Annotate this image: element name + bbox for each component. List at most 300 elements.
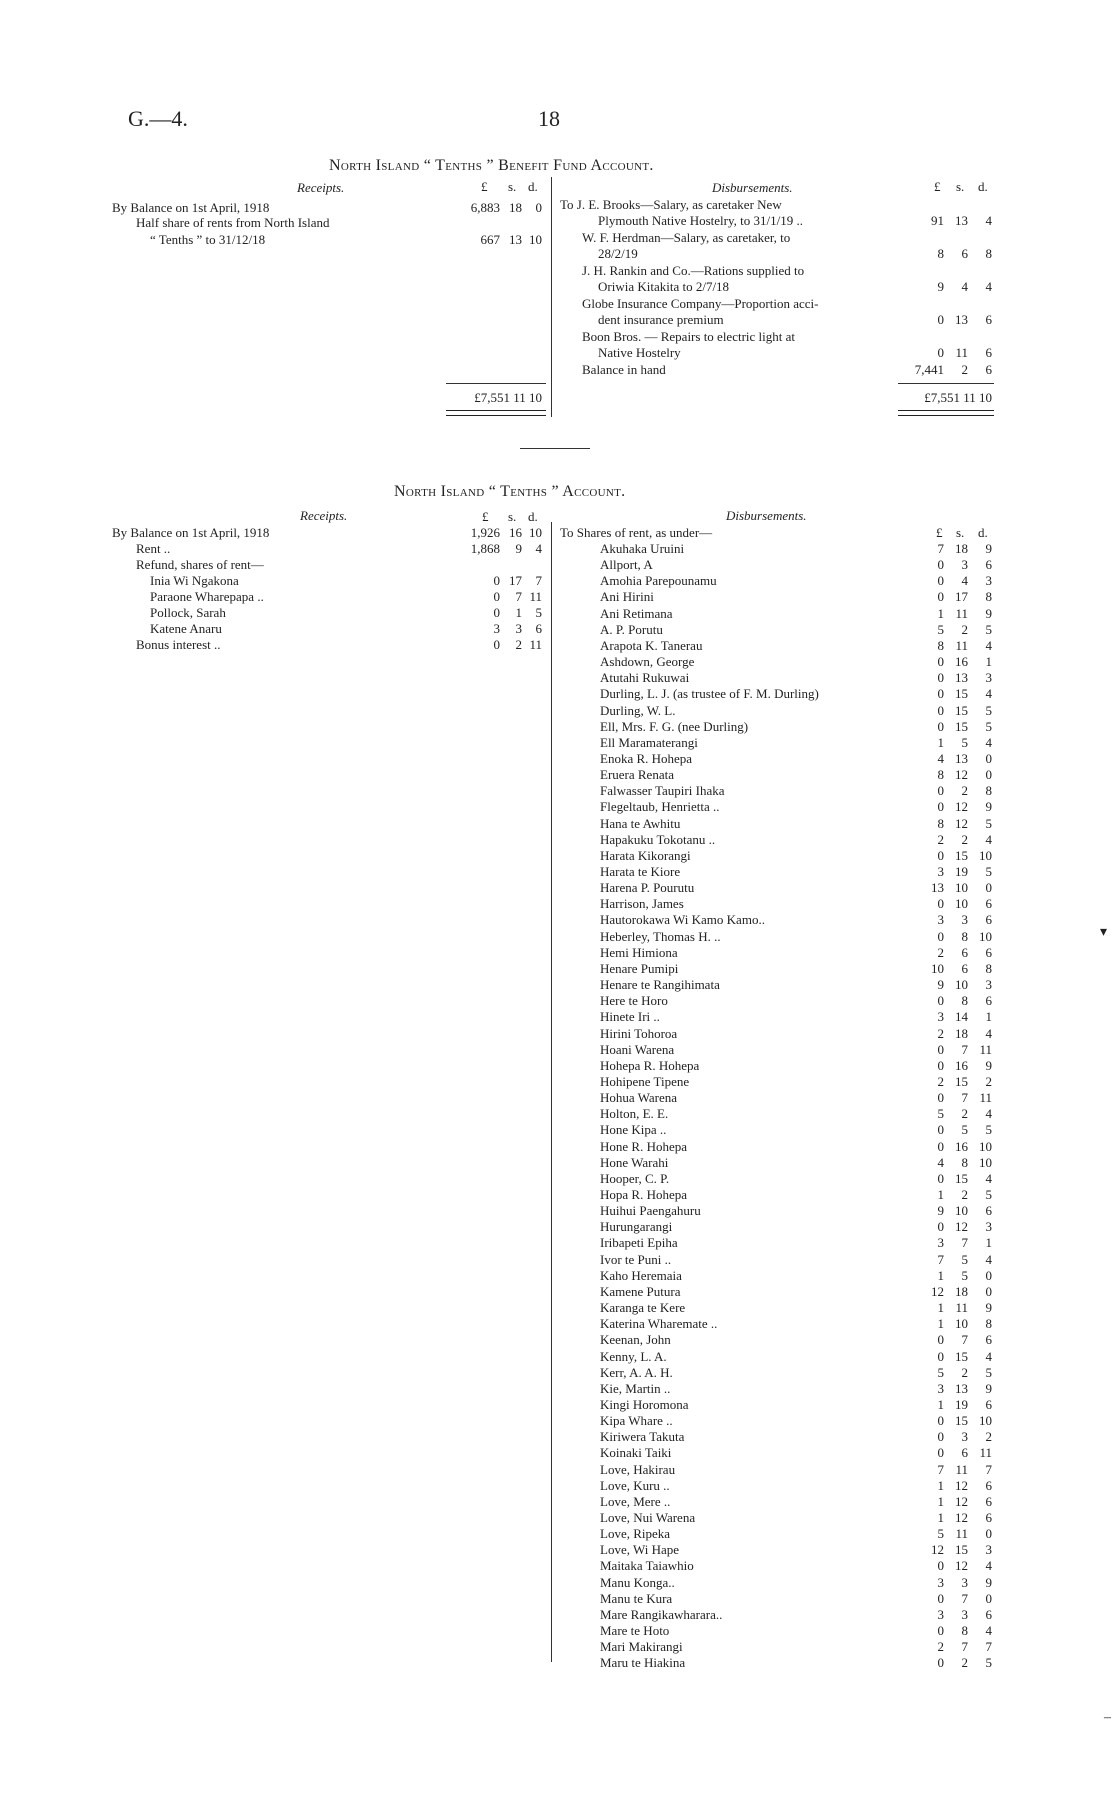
tn-disb-name: Hopa R. Hohepa xyxy=(600,1187,688,1202)
tn-disb-shillings: 10 xyxy=(955,896,968,911)
bf-disb-pence: 4 xyxy=(985,279,992,294)
tn-disb-shillings: 19 xyxy=(955,864,968,879)
tn-disb-pence: 10 xyxy=(979,848,992,863)
bf-disb-pence: 8 xyxy=(985,246,992,261)
tn-disb-name: Kaho Heremaia xyxy=(600,1268,682,1283)
tn-disb-shillings: 3 xyxy=(961,1575,968,1590)
tn-disb-shillings: 2 xyxy=(961,1187,968,1202)
margin-dash: – xyxy=(1104,1710,1111,1725)
tn-disb-name: Mare Rangikawharara.. xyxy=(600,1607,723,1622)
tn-disb-name: Kie, Martin .. xyxy=(600,1381,671,1396)
tn-disb-pence: 10 xyxy=(979,1413,992,1428)
tn-disb-pence: 9 xyxy=(985,1058,992,1073)
tn-disb-name: Hohepa R. Hohepa xyxy=(600,1058,700,1073)
tn-disb-pounds: 10 xyxy=(931,961,944,976)
tn-disb-pounds: 0 xyxy=(937,1332,944,1347)
tn-disb-shillings: 12 xyxy=(955,816,968,831)
tn-disb-shillings: 7 xyxy=(961,1090,968,1105)
tn-disb-shillings: 3 xyxy=(961,557,968,572)
bf-disb-pounds: 8 xyxy=(937,246,944,261)
tn-disb-name: Heberley, Thomas H. .. xyxy=(600,929,721,944)
tn-disb-pence: 11 xyxy=(979,1445,992,1460)
tn-disb-pounds: 3 xyxy=(937,912,944,927)
bf-receipt-pounds: 667 xyxy=(480,232,500,247)
tn-disb-name: Hapakuku Tokotanu .. xyxy=(600,832,716,847)
page-series: G.—4. xyxy=(128,106,188,131)
tn-disb-pounds: 7 xyxy=(937,1462,944,1477)
bf-left-double-rule xyxy=(446,410,546,416)
tn-disb-pounds: 0 xyxy=(937,1445,944,1460)
tn-disb-name: Atutahi Rukuwai xyxy=(600,670,690,685)
tn-receipt-pounds: 0 xyxy=(493,589,500,604)
tn-disb-name: Harrison, James xyxy=(600,896,684,911)
tn-disb-name: Hoani Warena xyxy=(600,1042,675,1057)
tn-disb-pounds: 0 xyxy=(937,1058,944,1073)
tn-disb-name: Ivor te Puni .. xyxy=(600,1252,672,1267)
tn-disb-name: Ashdown, George xyxy=(600,654,695,669)
tn-disb-pence: 9 xyxy=(985,1381,992,1396)
tn-disb-shillings: 2 xyxy=(961,622,968,637)
tn-disb-name: Koinaki Taiki xyxy=(600,1445,672,1460)
tn-disb-pence: 2 xyxy=(985,1429,992,1444)
tn-disb-pounds: 3 xyxy=(937,1381,944,1396)
tn-divider xyxy=(551,522,552,1662)
tn-disb-name: Love, Ripeka xyxy=(600,1526,671,1541)
tn-disb-shillings: 12 xyxy=(955,1219,968,1234)
tn-receipt-pence: 10 xyxy=(529,525,542,540)
bf-disb-shillings: 13 xyxy=(955,312,968,327)
tn-disb-shillings: 8 xyxy=(961,1155,968,1170)
tn-disb-shillings: 5 xyxy=(961,1122,968,1137)
tn-disb-name: Ani Retimana xyxy=(600,606,673,621)
tn-disb-name: Kipa Whare .. xyxy=(600,1413,673,1428)
bf-disb-pence: 6 xyxy=(985,362,992,377)
tn-disb-shillings: 15 xyxy=(955,1171,968,1186)
tn-disb-pounds: 0 xyxy=(937,557,944,572)
tn-disb-shillings: 13 xyxy=(955,1381,968,1396)
tn-disb-shillings: 5 xyxy=(961,1268,968,1283)
tn-disb-pounds: 0 xyxy=(937,929,944,944)
tn-disb-name: Maitaka Taiawhio xyxy=(600,1558,694,1573)
tn-disb-pounds: 1 xyxy=(937,1478,944,1493)
tn-disb-name: Harena P. Pourutu xyxy=(600,880,695,895)
tn-disb-pence: 0 xyxy=(985,751,992,766)
bf-disb-line: J. H. Rankin and Co.—Rations supplied to xyxy=(582,263,805,278)
tn-disb-pence: 10 xyxy=(979,929,992,944)
tn-disb-pence: 6 xyxy=(985,912,992,927)
tn-disb-name: Kenny, L. A. xyxy=(600,1349,667,1364)
bf-receipt-pence: 10 xyxy=(529,232,542,247)
tn-disb-pence: 5 xyxy=(985,1655,992,1670)
tn-disb-pounds: 1 xyxy=(937,606,944,621)
tn-receipt-pounds: 1,926 xyxy=(470,525,500,540)
tn-disb-pounds: 1 xyxy=(937,1300,944,1315)
tn-disb-name: Hinete Iri .. xyxy=(600,1009,660,1024)
tn-disb-pence: 1 xyxy=(985,654,992,669)
tn-disb-pounds: 0 xyxy=(937,589,944,604)
tn-disb-name: Ell, Mrs. F. G. (nee Durling) xyxy=(600,719,749,734)
tn-disb-pence: 6 xyxy=(985,557,992,572)
bf-disb-line: dent insurance premium xyxy=(598,312,724,327)
tn-disb-pence: 4 xyxy=(985,1171,992,1186)
tn-disb-pence: 9 xyxy=(985,1575,992,1590)
tn-disb-pounds: 9 xyxy=(937,977,944,992)
bf-col-pence: d. xyxy=(528,179,538,194)
tn-disb-name: Harata te Kiore xyxy=(600,864,681,879)
tn-disb-shillings: 2 xyxy=(961,1106,968,1121)
tn-disb-shillings: 15 xyxy=(955,848,968,863)
tn-disb-shillings: 17 xyxy=(955,589,968,604)
tn-disb-name: Love, Wi Hape xyxy=(600,1542,680,1557)
tn-disb-pounds: 8 xyxy=(937,816,944,831)
tn-disb-shillings: 14 xyxy=(955,1009,968,1024)
tn-disb-pence: 10 xyxy=(979,1155,992,1170)
tn-disb-shillings: 11 xyxy=(955,1300,968,1315)
tn-receipt-pence: 7 xyxy=(535,573,542,588)
bf-disb-shillings: 13 xyxy=(955,213,968,228)
tn-disb-pounds: 7 xyxy=(937,541,944,556)
tn-disb-pence: 5 xyxy=(985,1365,992,1380)
tn-disb-pence: 11 xyxy=(979,1042,992,1057)
tn-disb-pounds: 3 xyxy=(937,1009,944,1024)
tn-disb-name: Huihui Paengahuru xyxy=(600,1203,701,1218)
tn-disb-pence: 4 xyxy=(985,832,992,847)
tn-receipt-shillings: 3 xyxy=(515,621,522,636)
tn-disb-shillings: 3 xyxy=(961,912,968,927)
tn-disb-pence: 6 xyxy=(985,1494,992,1509)
bf-disb-pounds: 9 xyxy=(937,279,944,294)
tn-disb-shillings: 11 xyxy=(955,638,968,653)
tn-receipt-shillings: 1 xyxy=(515,605,522,620)
tn-disb-pence: 10 xyxy=(979,1139,992,1154)
tn-disb-pence: 11 xyxy=(979,1090,992,1105)
tn-receipt-pence: 11 xyxy=(529,589,542,604)
tn-disb-pence: 5 xyxy=(985,1187,992,1202)
tn-disb-shillings: 5 xyxy=(961,1252,968,1267)
tn-receipt-shillings: 7 xyxy=(515,589,522,604)
tn-disb-shillings: 15 xyxy=(955,1074,968,1089)
tn-disb-pounds: 0 xyxy=(937,1090,944,1105)
bf-disb-pence: 6 xyxy=(985,312,992,327)
bf-disb-line: W. F. Herdman—Salary, as caretaker, to xyxy=(582,230,791,245)
tn-receipts-heading: Receipts. xyxy=(300,508,348,523)
tn-disb-name: Maru te Hiakina xyxy=(600,1655,686,1670)
tn-disb-pence: 5 xyxy=(985,719,992,734)
tn-receipt-shillings: 17 xyxy=(509,573,522,588)
bf-disb-line: Oriwia Kitakita to 2/7/18 xyxy=(598,279,730,294)
tn-receipt-shillings: 16 xyxy=(509,525,522,540)
tn-disb-pence: 3 xyxy=(985,1219,992,1234)
tn-disb-pounds: 3 xyxy=(937,1235,944,1250)
tn-disb-name: Manu Konga.. xyxy=(600,1575,675,1590)
tn-disb-name: Amohia Parepounamu xyxy=(600,573,717,588)
tn-disb-shillings: 10 xyxy=(955,1203,968,1218)
tn-disb-pounds: 0 xyxy=(937,1413,944,1428)
tn-disb-pence: 6 xyxy=(985,993,992,1008)
tn-disb-pounds: 0 xyxy=(937,848,944,863)
tn-disb-pence: 0 xyxy=(985,767,992,782)
tn-disb-pence: 1 xyxy=(985,1235,992,1250)
tn-disb-pence: 0 xyxy=(985,1268,992,1283)
tn-disb-pence: 4 xyxy=(985,638,992,653)
tn-disb-pence: 6 xyxy=(985,1607,992,1622)
tn-disb-pounds: 0 xyxy=(937,1122,944,1137)
tn-disb-shillings: 19 xyxy=(955,1397,968,1412)
tn-disb-name: Arapota K. Tanerau xyxy=(600,638,703,653)
bf-disb-pounds: 7,441 xyxy=(914,362,944,377)
bf-col-pounds: £ xyxy=(481,179,488,194)
bf-right-double-rule xyxy=(898,410,994,416)
tn-disb-pounds: 0 xyxy=(937,654,944,669)
tn-disb-pence: 6 xyxy=(985,1203,992,1218)
tn-receipt-text: Pollock, Sarah xyxy=(150,605,226,620)
tn-receipt-text: Inia Wi Ngakona xyxy=(150,573,239,588)
tn-disb-shillings: 13 xyxy=(955,670,968,685)
tn-disb-shillings: 18 xyxy=(955,1284,968,1299)
tn-disb-pounds: 0 xyxy=(937,670,944,685)
tn-disb-pounds: 1 xyxy=(937,735,944,750)
tn-disb-name: Ani Hirini xyxy=(600,589,654,604)
tn-disb-name: Ell Maramaterangi xyxy=(600,735,698,750)
section-separator xyxy=(520,448,590,449)
tn-disb-name: Kiriwera Takuta xyxy=(600,1429,685,1444)
bf-total-receipts: £7,551 11 10 xyxy=(474,390,542,405)
tn-disb-pence: 7 xyxy=(985,1639,992,1654)
tn-disb-name: Love, Kuru .. xyxy=(600,1478,670,1493)
tn-disb-pence: 4 xyxy=(985,1349,992,1364)
bf-receipt-shillings: 18 xyxy=(509,200,522,215)
tn-disb-pounds: 1 xyxy=(937,1187,944,1202)
tn-disb-shillings: 15 xyxy=(955,1542,968,1557)
tn-disb-pence: 3 xyxy=(985,977,992,992)
tn-disb-shillings: 2 xyxy=(961,1365,968,1380)
tn-disb-pence: 5 xyxy=(985,622,992,637)
bf-receipt-pence: 0 xyxy=(535,200,542,215)
tn-disb-name: Keenan, John xyxy=(600,1332,671,1347)
tn-receipt-pounds: 0 xyxy=(493,573,500,588)
tn-disb-pounds: 5 xyxy=(937,1106,944,1121)
tn-disb-shillings: 13 xyxy=(955,751,968,766)
tn-disb-pence: 8 xyxy=(985,961,992,976)
tn-disb-shillings: 18 xyxy=(955,541,968,556)
bf-col-shillings: s. xyxy=(508,179,517,194)
tn-disb-pence: 8 xyxy=(985,589,992,604)
tn-disb-pence: 9 xyxy=(985,1300,992,1315)
tn-disb-shillings: 8 xyxy=(961,1623,968,1638)
tn-disb-shillings: 11 xyxy=(955,1462,968,1477)
tn-disb-pounds: 0 xyxy=(937,1349,944,1364)
tn-receipt-pence: 4 xyxy=(535,541,542,556)
tn-disb-name: Love, Mere .. xyxy=(600,1494,671,1509)
tn-receipt-pounds: 0 xyxy=(493,637,500,652)
tn-disb-shillings: 10 xyxy=(955,977,968,992)
bf-right-rule xyxy=(898,383,994,384)
tn-disb-pence: 6 xyxy=(985,1332,992,1347)
tn-disb-shillings: 15 xyxy=(955,719,968,734)
tn-disb-name: Manu te Kura xyxy=(600,1591,673,1606)
tn-disb-name: Hemi Himiona xyxy=(600,945,678,960)
page-number: 18 xyxy=(538,106,560,131)
tn-disb-pence: 9 xyxy=(985,606,992,621)
tn-disb-shillings: 2 xyxy=(961,832,968,847)
tn-disb-name: Love, Hakirau xyxy=(600,1462,676,1477)
tn-disb-name: Hone Kipa .. xyxy=(600,1122,667,1137)
tn-receipt-text: Paraone Wharepapa .. xyxy=(150,589,264,604)
tn-disb-shillings: 11 xyxy=(955,1526,968,1541)
tn-disb-pence: 9 xyxy=(985,799,992,814)
tn-disb-shillings: 15 xyxy=(955,1349,968,1364)
tn-disb-pounds: 8 xyxy=(937,767,944,782)
tn-disbursements-heading: Disbursements. xyxy=(726,508,807,523)
tn-disb-shillings: 6 xyxy=(961,1445,968,1460)
bf-disb-pence: 4 xyxy=(985,213,992,228)
tn-disb-pounds: 5 xyxy=(937,1365,944,1380)
tn-receipt-pounds: 1,868 xyxy=(470,541,500,556)
tn-disb-pounds: 0 xyxy=(937,1655,944,1670)
tn-disb-shillings: 12 xyxy=(955,767,968,782)
tn-disb-intro: To Shares of rent, as under— xyxy=(560,525,713,540)
tn-disb-shillings: 4 xyxy=(961,573,968,588)
tn-disb-pence: 1 xyxy=(985,1009,992,1024)
bf-disb-shillings: 11 xyxy=(955,345,968,360)
tn-disb-pence: 0 xyxy=(985,1284,992,1299)
bf-disbursements-heading: Disbursements. xyxy=(712,180,793,195)
tn-disb-pounds: 0 xyxy=(937,1042,944,1057)
tn-col-pence-right: d. xyxy=(978,525,988,540)
bf-receipt-text: Half share of rents from North Island xyxy=(136,215,330,230)
tn-col-shillings-right: s. xyxy=(956,525,965,540)
tn-disb-pence: 4 xyxy=(985,1252,992,1267)
tn-disb-name: Enoka R. Hohepa xyxy=(600,751,693,766)
bf-disb-shillings: 2 xyxy=(961,362,968,377)
bf-disb-pence: 6 xyxy=(985,345,992,360)
bf-disb-shillings: 4 xyxy=(961,279,968,294)
tn-disb-name: Kamene Putura xyxy=(600,1284,681,1299)
tn-disb-pounds: 12 xyxy=(931,1542,944,1557)
tn-disb-name: Kingi Horomona xyxy=(600,1397,689,1412)
bf-receipt-text: By Balance on 1st April, 1918 xyxy=(112,200,270,215)
tn-disb-shillings: 15 xyxy=(955,1413,968,1428)
tn-disb-name: Hana te Awhitu xyxy=(600,816,681,831)
tn-disb-name: Henare Pumipi xyxy=(600,961,679,976)
tn-disb-pence: 4 xyxy=(985,735,992,750)
tn-disb-name: Hirini Tohoroa xyxy=(600,1026,678,1041)
tn-disb-name: Hohipene Tipene xyxy=(600,1074,690,1089)
tn-disb-pounds: 2 xyxy=(937,945,944,960)
tn-disb-shillings: 8 xyxy=(961,993,968,1008)
tn-disb-pounds: 12 xyxy=(931,1284,944,1299)
tn-disb-pounds: 0 xyxy=(937,993,944,1008)
tn-disb-pence: 0 xyxy=(985,1526,992,1541)
tn-disb-shillings: 12 xyxy=(955,1494,968,1509)
tn-disb-shillings: 15 xyxy=(955,686,968,701)
bf-disb-shillings: 6 xyxy=(961,246,968,261)
bf-disb-line: 28/2/19 xyxy=(598,246,638,261)
tn-receipt-shillings: 9 xyxy=(515,541,522,556)
tn-disb-pence: 0 xyxy=(985,1591,992,1606)
tn-disb-shillings: 6 xyxy=(961,961,968,976)
tn-disb-name: Kerr, A. A. H. xyxy=(600,1365,673,1380)
tn-disb-pence: 5 xyxy=(985,703,992,718)
tn-disb-name: Hurungarangi xyxy=(600,1219,673,1234)
tn-disb-shillings: 11 xyxy=(955,606,968,621)
bf-disb-pounds: 0 xyxy=(937,312,944,327)
bf-receipts-heading: Receipts. xyxy=(297,180,345,195)
tn-disb-shillings: 2 xyxy=(961,783,968,798)
tn-disb-pence: 6 xyxy=(985,1510,992,1525)
tn-disb-name: Allport, A xyxy=(600,557,653,572)
tn-disb-name: Eruera Renata xyxy=(600,767,674,782)
tn-disb-name: Hautorokawa Wi Kamo Kamo.. xyxy=(600,912,765,927)
tn-disb-pounds: 1 xyxy=(937,1494,944,1509)
tn-disb-pence: 5 xyxy=(985,1122,992,1137)
bf-disb-line: Boon Bros. — Repairs to electric light at xyxy=(582,329,796,344)
tn-disb-shillings: 16 xyxy=(955,654,968,669)
bf-disb-line: Native Hostelry xyxy=(598,345,681,360)
tn-disb-name: A. P. Porutu xyxy=(600,622,663,637)
tn-disb-pence: 3 xyxy=(985,1542,992,1557)
tn-disb-shillings: 5 xyxy=(961,735,968,750)
tn-disb-name: Harata Kikorangi xyxy=(600,848,691,863)
tn-receipt-text: By Balance on 1st April, 1918 xyxy=(112,525,270,540)
tn-disb-name: Karanga te Kere xyxy=(600,1300,686,1315)
tn-receipt-pounds: 3 xyxy=(493,621,500,636)
tn-disb-pence: 8 xyxy=(985,1316,992,1331)
tn-disb-pounds: 5 xyxy=(937,622,944,637)
tn-disb-pounds: 2 xyxy=(937,1026,944,1041)
tn-disb-pence: 3 xyxy=(985,670,992,685)
tn-disb-shillings: 12 xyxy=(955,1558,968,1573)
bf-disb-line: Globe Insurance Company—Proportion acci- xyxy=(582,296,819,311)
tn-disb-shillings: 7 xyxy=(961,1042,968,1057)
tn-disb-shillings: 3 xyxy=(961,1429,968,1444)
tn-disb-name: Henare te Rangihimata xyxy=(600,977,720,992)
tn-disb-pounds: 0 xyxy=(937,573,944,588)
tn-disb-shillings: 18 xyxy=(955,1026,968,1041)
tn-disb-shillings: 12 xyxy=(955,1478,968,1493)
tn-col-pounds: £ xyxy=(482,509,489,524)
tn-disb-name: Hooper, C. P. xyxy=(600,1171,670,1186)
tn-receipt-text: Katene Anaru xyxy=(150,621,222,636)
tn-disb-name: Katerina Wharemate .. xyxy=(600,1316,718,1331)
tenths-title: North Island “ Tenths ” Account. xyxy=(394,483,626,500)
tn-col-pence: d. xyxy=(528,509,538,524)
tn-disb-pence: 6 xyxy=(985,1478,992,1493)
tn-disb-name: Iribapeti Epiha xyxy=(600,1235,678,1250)
tn-disb-pounds: 2 xyxy=(937,832,944,847)
tn-col-shillings: s. xyxy=(508,509,517,524)
bf-disb-line: To J. E. Brooks—Salary, as caretaker New xyxy=(560,197,782,212)
benefit-fund-title: North Island “ Tenths ” Benefit Fund Account. xyxy=(329,157,654,174)
tn-disb-shillings: 15 xyxy=(955,703,968,718)
tn-disb-pence: 4 xyxy=(985,1026,992,1041)
tn-disb-shillings: 3 xyxy=(961,1607,968,1622)
tn-disb-pence: 6 xyxy=(985,945,992,960)
tn-disb-pounds: 0 xyxy=(937,686,944,701)
tn-disb-name: Hohua Warena xyxy=(600,1090,678,1105)
tn-disb-name: Hone Warahi xyxy=(600,1155,669,1170)
tn-receipt-pence: 5 xyxy=(535,605,542,620)
bf-receipt-shillings: 13 xyxy=(509,232,522,247)
tn-disb-shillings: 7 xyxy=(961,1591,968,1606)
bf-total-disbursements: £7,551 11 10 xyxy=(924,390,992,405)
tn-disb-pence: 0 xyxy=(985,880,992,895)
tn-disb-name: Akuhaka Uruini xyxy=(600,541,685,556)
tn-disb-pounds: 0 xyxy=(937,1558,944,1573)
tn-disb-pence: 9 xyxy=(985,541,992,556)
tn-disb-pounds: 0 xyxy=(937,1219,944,1234)
bf-receipt-pounds: 6,883 xyxy=(470,200,500,215)
